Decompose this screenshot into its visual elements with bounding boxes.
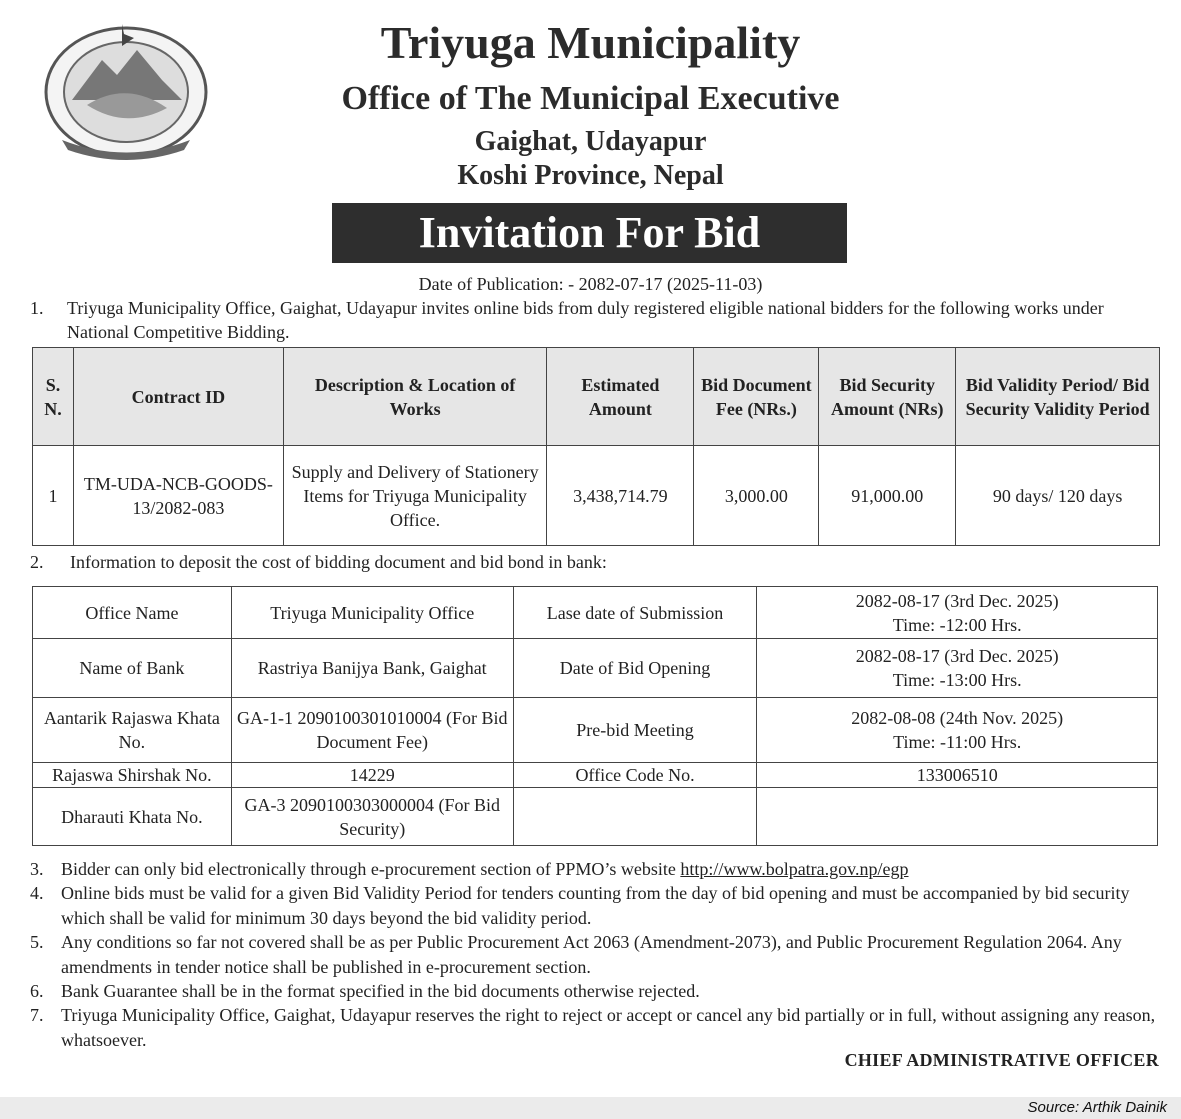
municipality-title: Triyuga Municipality <box>380 17 801 68</box>
header-contract-id: Contract ID <box>73 348 283 446</box>
label-cell: Rajaswa Shirshak No. <box>33 763 232 788</box>
signatory: CHIEF ADMINISTRATIVE OFFICER <box>844 1050 1159 1070</box>
label-cell: Lase date of Submission <box>513 587 757 639</box>
item-text: Triyuga Municipality Office, Gaighat, Udayapur invites online bids from duly registered eligible national bidders for the following works under National Competitive Bidding. <box>67 298 1104 342</box>
time-text: Time: -12:00 Hrs. <box>892 614 1022 635</box>
paragraph-2 <box>30 550 1165 574</box>
table-header-row <box>33 348 1160 446</box>
table-row <box>33 698 1158 763</box>
table-row <box>33 788 1158 846</box>
bid-table <box>32 347 1160 546</box>
label-cell: Date of Bid Opening <box>513 639 757 698</box>
province: Koshi Province, Nepal <box>457 160 724 191</box>
value-cell: GA-3 2090100303000004 (For Bid Security) <box>231 788 513 846</box>
date-text: 133006510 <box>916 765 998 785</box>
item-text: Online bids must be valid for a given Bid Validity Period for tenders counting from the day of bid opening and must be accompanied by bid security which shall be valid for minimum 30 days beyond the bid validity period. <box>61 883 1130 928</box>
address: Gaighat, Udayapur <box>474 126 707 157</box>
time-text: Time: -11:00 Hrs. <box>893 732 1022 752</box>
ppmo-website-link[interactable]: http://www.bolpatra.gov.np/egp <box>680 859 909 879</box>
cell-bid-security: 91,000.00 <box>819 446 956 546</box>
item-number: 6. <box>30 981 44 1002</box>
label-cell: Dharauti Khata No. <box>33 788 232 846</box>
value-cell <box>757 788 1158 846</box>
value-cell: Triyuga Municipality Office <box>231 587 513 639</box>
table-row <box>33 587 1158 639</box>
value-cell <box>757 698 1158 763</box>
label-cell: Name of Bank <box>33 639 232 698</box>
date-text: 2082-08-08 (24th Nov. 2025) <box>851 708 1064 728</box>
header-bid-security: Bid Security Amount (NRs) <box>819 348 956 446</box>
publication-date: Date of Publication: - 2082-07-17 (2025-11-03) <box>418 274 763 294</box>
condition-item <box>30 930 1165 979</box>
item-text: Any conditions so far not covered shall be as per Public Procurement Act 2063 (Amendment-2073), and Public Procurement Regulation 2064. Any amendments in tender notice shall be published in e-procurement section. <box>61 932 1122 977</box>
header-validity: Bid Validity Period/ Bid Security Validity Period <box>956 348 1160 446</box>
value-cell: Rastriya Banijya Bank, Gaighat <box>231 639 513 698</box>
item-text: Information to deposit the cost of bidding document and bid bond in bank: <box>70 552 607 572</box>
date-text: 2082-08-17 (3rd Dec. 2025) <box>855 590 1059 611</box>
cell-contract-id: TM-UDA-NCB-GOODS-13/2082-083 <box>73 446 283 546</box>
header-document-fee: Bid Document Fee (NRs.) <box>694 348 819 446</box>
header-description: Description & Location of Works <box>283 348 547 446</box>
cell-document-fee: 3,000.00 <box>694 446 819 546</box>
label-cell: Aantarik Rajaswa Khata No. <box>33 698 232 763</box>
condition-item <box>30 1003 1165 1052</box>
item-number: 7. <box>30 1005 44 1026</box>
bank-info-table <box>32 586 1158 846</box>
office-title: Office of The Municipal Executive <box>341 80 840 117</box>
notice-banner: Invitation For Bid <box>332 203 847 263</box>
item-text: Bank Guarantee shall be in the format specified in the bid documents otherwise rejected. <box>61 981 700 1002</box>
source-credit: Source: Arthik Dainik <box>0 1097 1181 1119</box>
paragraph-1 <box>30 296 1165 344</box>
value-cell <box>757 763 1158 788</box>
value-cell <box>757 587 1158 639</box>
value-cell: 14229 <box>231 763 513 788</box>
cell-estimated-amount: 3,438,714.79 <box>547 446 694 546</box>
label-cell: Pre-bid Meeting <box>513 698 757 763</box>
time-text: Time: -13:00 Hrs. <box>892 670 1022 690</box>
date-text: 2082-08-17 (3rd Dec. 2025) <box>855 646 1059 666</box>
cell-validity: 90 days/ 120 days <box>956 446 1160 546</box>
item-number: 1. <box>30 298 44 318</box>
condition-item <box>30 857 1165 881</box>
label-cell <box>513 788 757 846</box>
item-number: 3. <box>30 859 44 879</box>
item-text: Bidder can only bid electronically through e-procurement section of PPMO’s website <box>61 859 681 879</box>
table-row <box>33 639 1158 698</box>
label-cell: Office Name <box>33 587 232 639</box>
condition-item <box>30 881 1165 930</box>
value-cell: GA-1-1 2090100301010004 (For Bid Document Fee) <box>231 698 513 763</box>
item-text: Triyuga Municipality Office, Gaighat, Udayapur reserves the right to reject or accept or cancel any bid partially or in full, without assigning any reason, whatsoever. <box>61 1005 1156 1050</box>
item-number: 2. <box>30 552 44 572</box>
cell-sn: 1 <box>33 446 74 546</box>
conditions-list <box>30 857 1165 1052</box>
header-estimated-amount: Estimated Amount <box>547 348 694 446</box>
table-row <box>33 763 1158 788</box>
item-number: 4. <box>30 883 44 904</box>
item-number: 5. <box>30 932 44 953</box>
cell-description: Supply and Delivery of Stationery Items for Triyuga Municipality Office. <box>283 446 547 546</box>
condition-item <box>30 979 1165 1003</box>
table-row <box>33 446 1160 546</box>
header-sn: S. N. <box>33 348 74 446</box>
value-cell <box>757 639 1158 698</box>
label-cell: Office Code No. <box>513 763 757 788</box>
